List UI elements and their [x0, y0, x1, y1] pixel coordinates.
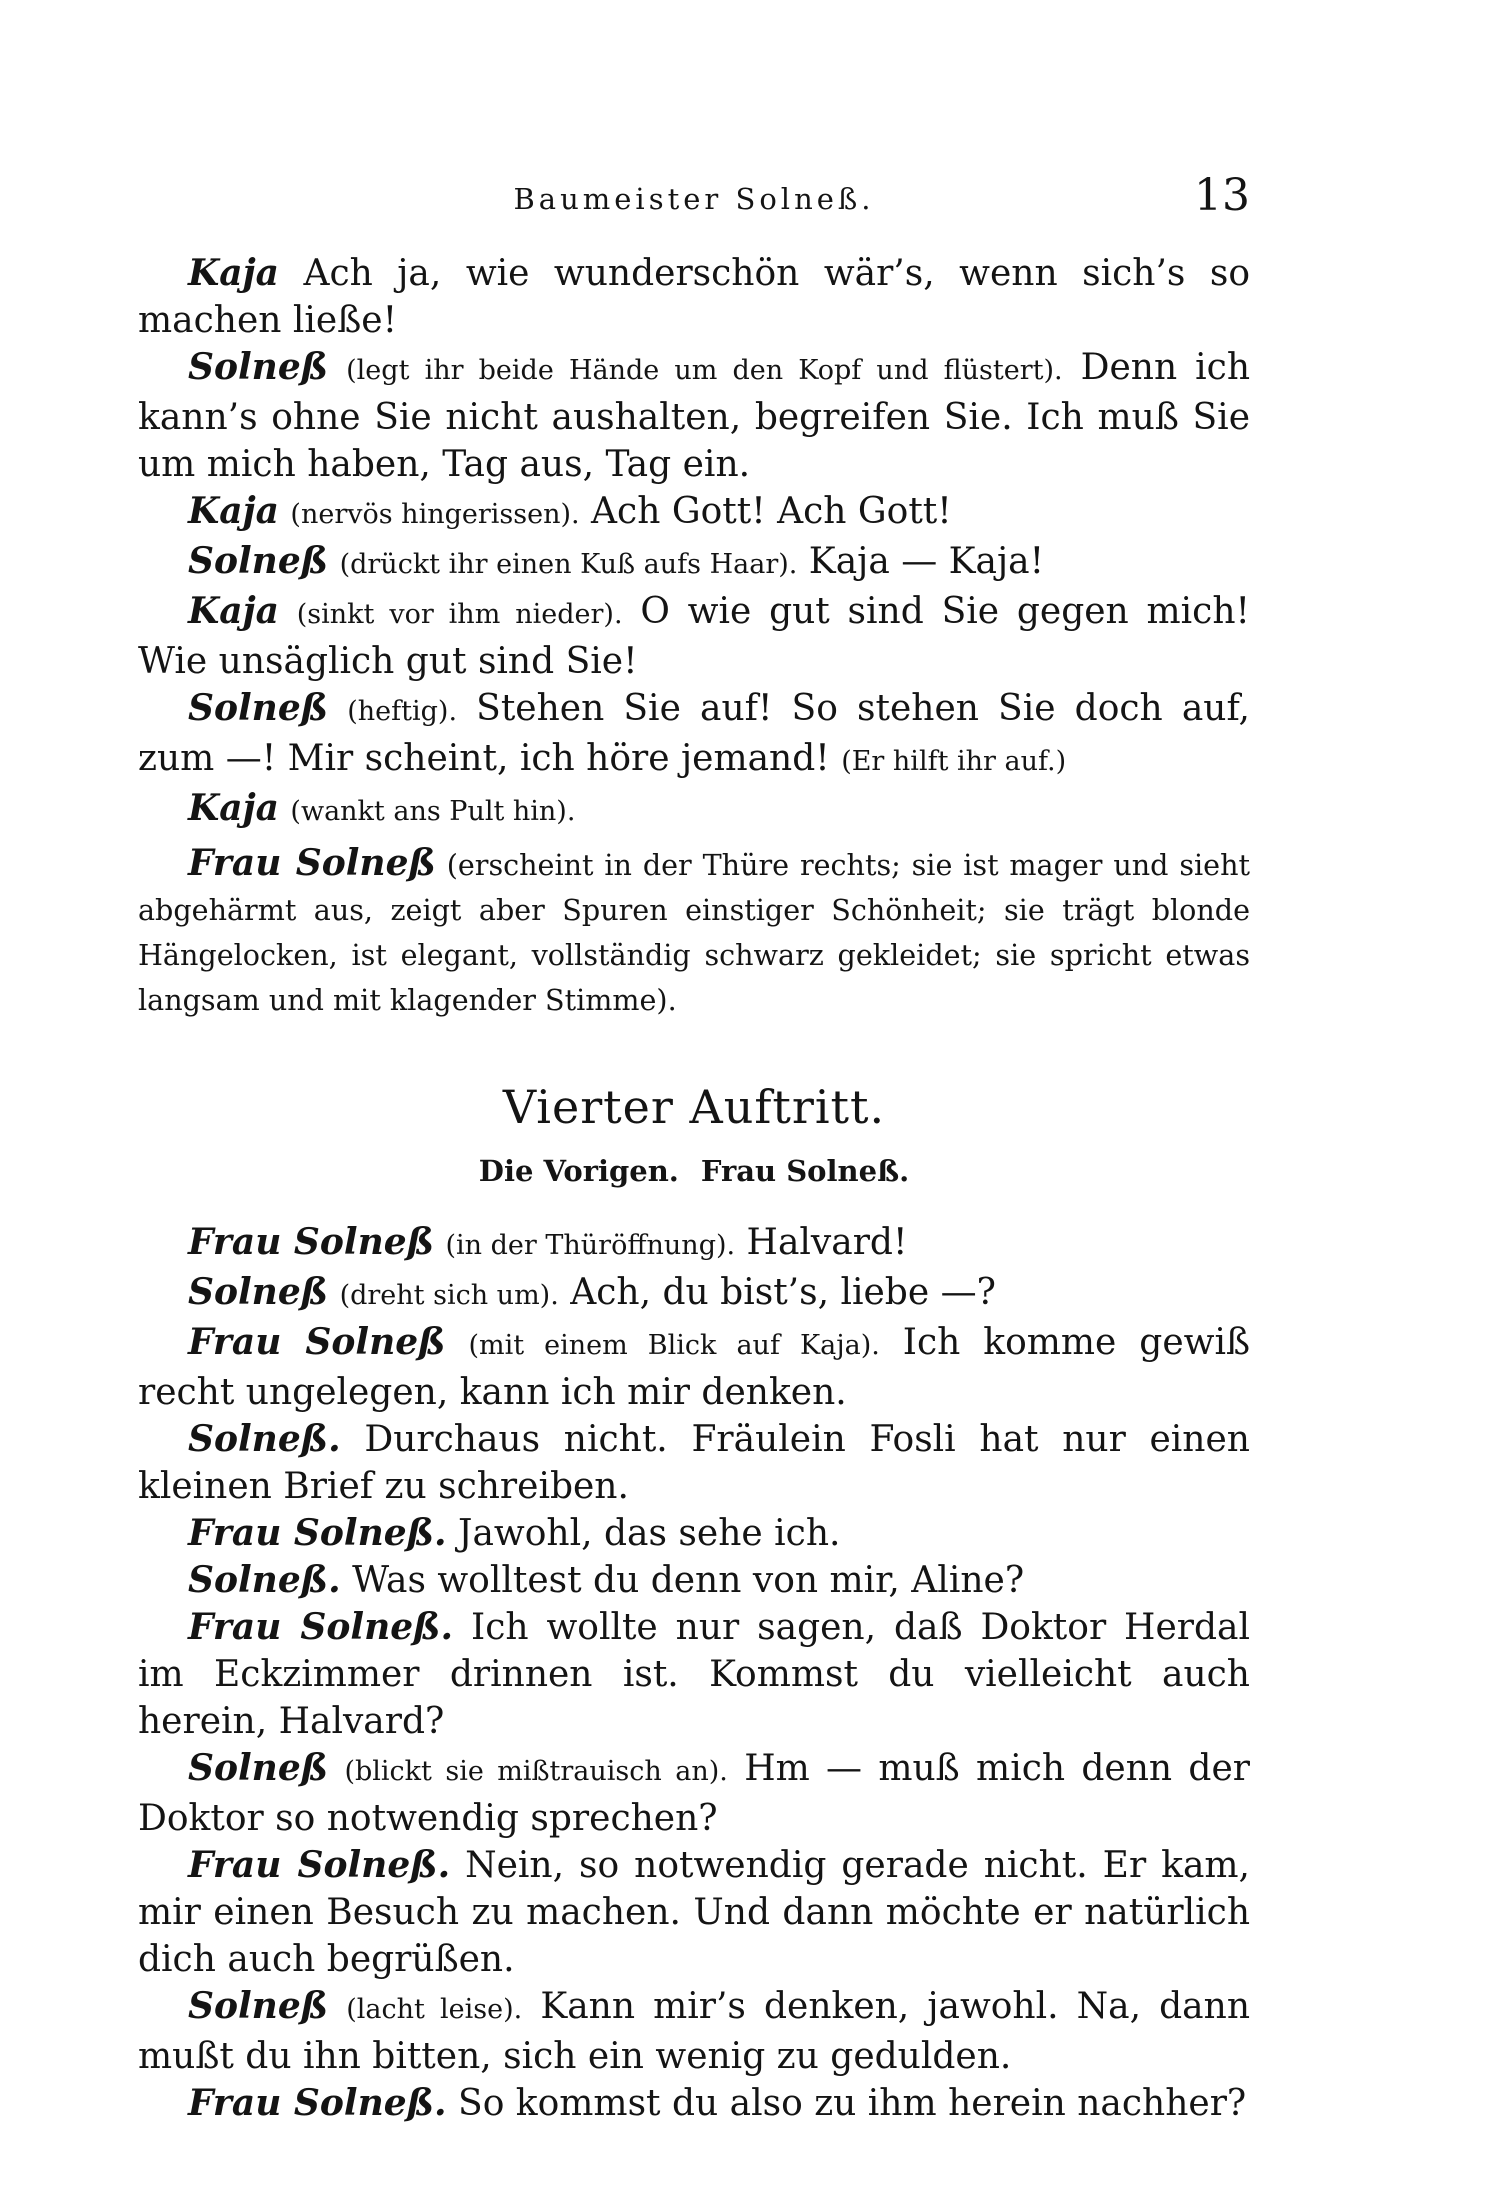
stage-direction: (blickt sie mißtrauisch an).: [344, 1756, 728, 1787]
dialogue-line: [138, 685, 1250, 785]
dialogue-line: [138, 1745, 1250, 1842]
dialogue-line: [138, 588, 1250, 685]
dialogue-line: [138, 1983, 1250, 2080]
body-text: [138, 250, 1250, 2127]
dialogue-line: [138, 785, 1250, 835]
dialogue-text: Stehen Sie auf! So stehen Sie doch auf, zum —! Mir scheint, ich höre jemand!: [138, 688, 1250, 779]
dialogue-line: [138, 538, 1250, 588]
speaker-name: Solneß: [188, 540, 329, 582]
stage-direction: (wankt ans Pult hin).: [290, 796, 576, 827]
dialogue-text: Jawohl, das sehe ich.: [458, 1513, 841, 1554]
dialogue-line: [138, 1604, 1250, 1745]
stage-direction-block: [138, 841, 1250, 1023]
dialogue-line: [138, 250, 1250, 344]
speaker-name: Solneß.: [188, 1418, 341, 1460]
cast-member: Frau Solneß.: [700, 1154, 910, 1188]
stage-direction: (legt ihr beide Hände um den Kopf und flüstert).: [346, 355, 1063, 386]
dialogue-text: Halvard!: [746, 1222, 908, 1263]
dialogue-text: Hm — muß mich denn der Doktor so notwendig sprechen?: [138, 1748, 1250, 1839]
speaker-name: Frau Solneß.: [188, 1606, 454, 1648]
stage-direction: (mit einem Blick auf Kaja).: [468, 1330, 880, 1361]
scene-cast: [138, 1149, 1250, 1193]
running-title: Baumeister Solneß.: [513, 182, 875, 216]
dialogue-line: [138, 1269, 1250, 1319]
speaker-name: Solneß: [188, 1747, 329, 1789]
stage-direction: (lacht leise).: [346, 1994, 523, 2025]
stage-direction-inline: (Er hilft ihr auf.): [841, 746, 1067, 777]
dialogue-line: [138, 1416, 1250, 1510]
stage-direction: (heftig).: [347, 696, 458, 727]
dialogue-text: Kann mir’s denken, jawohl. Na, dann mußt du ihn bitten, sich ein wenig zu gedulden.: [138, 1986, 1250, 2077]
dialogue-text: Ach Gott! Ach Gott!: [591, 491, 952, 532]
speaker-name: Solneß: [188, 346, 329, 388]
speaker-name: Frau Solneß.: [188, 1512, 447, 1554]
speaker-name: Solneß.: [188, 1559, 341, 1601]
dialogue-line: [138, 1219, 1250, 1269]
dialogue-line: [138, 1842, 1250, 1983]
stage-direction-text: (erscheint in der Thüre rechts; sie ist mager und sieht abgehärmt aus, zeigt aber Spuren einstiger Schönheit; sie trägt blonde Hängelocken, ist elegant, vollständig schwarz gekleidet; sie spricht etwas langsam und mit klagender Stimme).: [138, 848, 1250, 1017]
speaker-name: Frau Solneß: [188, 1221, 435, 1263]
dialogue-text: Nein, so notwendig gerade nicht. Er kam, mir einen Besuch zu machen. Und dann möchte er natürlich dich auch begrüßen.: [138, 1845, 1250, 1980]
speaker-name: Frau Solneß.: [188, 1844, 451, 1886]
speaker-name: Kaja: [188, 490, 279, 532]
dialogue-text: Ach, du bist’s, liebe —?: [570, 1272, 996, 1313]
dialogue-line: [138, 488, 1250, 538]
scene-heading: Vierter Auftritt.: [502, 1080, 886, 1134]
dialogue-text: Ach ja, wie wunderschön wär’s, wenn sich’s so machen ließe!: [138, 253, 1250, 341]
running-head: [138, 170, 1250, 230]
cast-member: Die Vorigen.: [478, 1154, 679, 1188]
dialogue-text: Ich komme gewiß recht ungelegen, kann ich mir denken.: [138, 1322, 1251, 1413]
dialogue-text: Kaja — Kaja!: [808, 541, 1045, 582]
stage-direction: (sinkt vor ihm nieder).: [296, 599, 623, 630]
dialogue-text: Denn ich kann’s ohne Sie nicht aushalten, begreifen Sie. Ich muß Sie um mich haben, Tag aus, Tag ein.: [138, 347, 1251, 485]
dialogue-text: Durchaus nicht. Fräulein Fosli hat nur einen kleinen Brief zu schreiben.: [138, 1419, 1250, 1507]
dialogue-line: [138, 1510, 1250, 1557]
speaker-name: Solneß: [188, 1271, 329, 1313]
stage-direction: (nervös hingerissen).: [290, 499, 580, 530]
dialogue-line: [138, 344, 1250, 488]
speaker-name: Solneß: [188, 1985, 329, 2027]
dialogue-text: O wie gut sind Sie gegen mich! Wie unsäglich gut sind Sie!: [138, 591, 1250, 682]
dialogue-line: [138, 1319, 1250, 1416]
stage-direction: (in der Thüröffnung).: [445, 1230, 736, 1261]
speaker-name: Solneß: [188, 687, 329, 729]
speaker-name: Frau Solneß: [188, 842, 436, 884]
speaker-name: Frau Solneß: [188, 1321, 446, 1363]
speaker-name: Kaja: [188, 590, 279, 632]
speaker-name: Frau Solneß.: [188, 2082, 447, 2124]
stage-direction: (drückt ihr einen Kuß aufs Haar).: [339, 549, 798, 580]
page-number: 13: [1194, 170, 1250, 221]
dialogue-text: So kommst du also zu ihm herein nachher?: [458, 2083, 1247, 2124]
speaker-name: Kaja: [188, 787, 279, 829]
stage-direction: (dreht sich um).: [339, 1280, 559, 1311]
dialogue-line: [138, 1557, 1250, 1604]
speaker-name: Kaja: [188, 252, 279, 294]
dialogue-line: [138, 2080, 1250, 2127]
dialogue-text: Was wolltest du denn von mir, Aline?: [352, 1560, 1025, 1601]
dialogue-text: Ich wollte nur sagen, daß Doktor Herdal im Eckzimmer drinnen ist. Kommst du vielleicht auch herein, Halvard?: [138, 1607, 1250, 1742]
